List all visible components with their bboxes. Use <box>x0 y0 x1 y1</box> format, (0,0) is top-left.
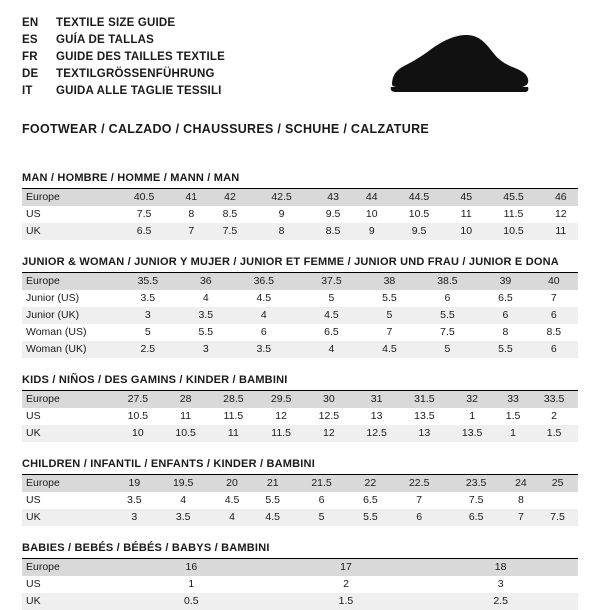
cell: 3 <box>114 307 182 324</box>
cell: 28 <box>162 391 210 408</box>
cell: 3.5 <box>114 290 182 307</box>
cell: 38.5 <box>414 273 482 290</box>
table-row <box>22 273 578 290</box>
cell: 5 <box>114 324 182 341</box>
cell: 9 <box>251 206 311 223</box>
table-row <box>22 492 578 509</box>
cell: 12 <box>305 425 353 442</box>
cell: 2 <box>269 576 424 593</box>
section-title: KIDS / NIÑOS / DES GAMINS / KINDER / BAMBINI <box>22 374 578 391</box>
language-code: IT <box>22 84 56 101</box>
cell: 7.5 <box>114 206 174 223</box>
table-row <box>22 223 578 240</box>
cell: 13.5 <box>401 408 449 425</box>
cell: 1.5 <box>269 593 424 610</box>
cell: 1.5 <box>496 408 530 425</box>
cell: 1 <box>114 576 269 593</box>
row-label: UK <box>22 593 114 610</box>
cell: 5.5 <box>182 324 230 341</box>
cell: 19 <box>114 475 155 492</box>
cell: 11.5 <box>483 206 543 223</box>
cell: 8.5 <box>209 206 252 223</box>
table-row <box>22 559 578 576</box>
cell: 8.5 <box>530 324 578 341</box>
table-row <box>22 307 578 324</box>
language-code: DE <box>22 67 56 84</box>
table-row <box>22 425 578 442</box>
cell: 23.5 <box>448 475 505 492</box>
cell: 10.5 <box>389 206 449 223</box>
cell: 10.5 <box>483 223 543 240</box>
cell: 40.5 <box>114 189 174 206</box>
cell: 42.5 <box>251 189 311 206</box>
row-label: Europe <box>22 559 114 576</box>
cell: 18 <box>423 559 578 576</box>
cell: 3.5 <box>155 509 212 526</box>
language-row <box>22 84 225 101</box>
cell: 31 <box>353 391 401 408</box>
cell: 38 <box>365 273 413 290</box>
cell: 39 <box>481 273 529 290</box>
cell: 4 <box>155 492 212 509</box>
cell: 44.5 <box>389 189 449 206</box>
cell: 3.5 <box>182 307 230 324</box>
table-row <box>22 593 578 610</box>
cell: 6 <box>293 492 350 509</box>
table-row <box>22 391 578 408</box>
cell: 1.5 <box>530 425 578 442</box>
cell: 25 <box>537 475 578 492</box>
language-title: GUIDA ALLE TAGLIE TESSILI <box>56 84 225 101</box>
cell: 7.5 <box>448 492 505 509</box>
cell: 6.5 <box>298 324 366 341</box>
language-code: ES <box>22 33 56 50</box>
cell: 17 <box>269 559 424 576</box>
row-label: UK <box>22 509 114 526</box>
cell: 46 <box>544 189 578 206</box>
section-junior-woman <box>22 256 578 358</box>
cell: 7.5 <box>209 223 252 240</box>
cell: 4 <box>212 509 253 526</box>
cell: 3 <box>182 341 230 358</box>
dress-shoe-icon <box>362 26 532 106</box>
cell: 42 <box>209 189 252 206</box>
cell: 27.5 <box>114 391 162 408</box>
cell: 6 <box>391 509 448 526</box>
cell: 10 <box>449 223 483 240</box>
section-children <box>22 458 578 526</box>
cell: 41 <box>174 189 208 206</box>
language-title: GUIDE DES TAILLES TEXTILE <box>56 50 225 67</box>
page-title: FOOTWEAR / CALZADO / CHAUSSURES / SCHUHE / CALZATURE <box>22 122 578 136</box>
cell: 4 <box>182 290 230 307</box>
cell: 32 <box>448 391 496 408</box>
cell: 5 <box>293 509 350 526</box>
cell: 5 <box>365 307 413 324</box>
row-label: US <box>22 408 114 425</box>
table-row <box>22 408 578 425</box>
table-row <box>22 206 578 223</box>
language-title: GUÍA DE TALLAS <box>56 33 225 50</box>
cell: 22.5 <box>391 475 448 492</box>
cell: 5 <box>414 341 482 358</box>
cell: 6 <box>414 290 482 307</box>
table-row <box>22 290 578 307</box>
cell: 8 <box>174 206 208 223</box>
cell: 45 <box>449 189 483 206</box>
cell: 10.5 <box>114 408 162 425</box>
cell: 33 <box>496 391 530 408</box>
cell: 0.5 <box>114 593 269 610</box>
size-table-junior-woman <box>22 273 578 358</box>
cell: 9.5 <box>389 223 449 240</box>
cell: 4.5 <box>230 290 298 307</box>
table-row <box>22 341 578 358</box>
cell: 6.5 <box>114 223 174 240</box>
language-title: TEXTILGRÖSSENFÜHRUNG <box>56 67 225 84</box>
cell: 13 <box>353 408 401 425</box>
table-row <box>22 324 578 341</box>
row-label: Europe <box>22 189 114 206</box>
table-row <box>22 475 578 492</box>
cell: 11 <box>162 408 210 425</box>
cell: 4.5 <box>298 307 366 324</box>
cell: 12.5 <box>305 408 353 425</box>
language-row <box>22 67 225 84</box>
language-row <box>22 33 225 50</box>
table-row <box>22 576 578 593</box>
table-row <box>22 189 578 206</box>
cell: 6.5 <box>448 509 505 526</box>
cell: 12 <box>257 408 305 425</box>
cell: 5.5 <box>252 492 293 509</box>
cell: 8 <box>481 324 529 341</box>
cell: 11.5 <box>257 425 305 442</box>
cell: 5 <box>298 290 366 307</box>
cell: 7 <box>365 324 413 341</box>
cell: 6 <box>530 341 578 358</box>
section-title: JUNIOR & WOMAN / JUNIOR Y MUJER / JUNIOR ET FEMME / JUNIOR UND FRAU / JUNIOR E DONA <box>22 256 578 273</box>
section-title: BABIES / BEBÉS / BÉBÉS / BABYS / BAMBINI <box>22 542 578 559</box>
cell: 2.5 <box>114 341 182 358</box>
row-label: Woman (UK) <box>22 341 114 358</box>
cell: 8.5 <box>312 223 355 240</box>
language-row <box>22 16 225 33</box>
cell: 3 <box>423 576 578 593</box>
row-label: US <box>22 206 114 223</box>
cell: 21 <box>252 475 293 492</box>
cell: 4.5 <box>212 492 253 509</box>
cell: 6.5 <box>481 290 529 307</box>
row-label: Woman (US) <box>22 324 114 341</box>
cell: 7 <box>174 223 208 240</box>
cell: 13.5 <box>448 425 496 442</box>
cell: 33.5 <box>530 391 578 408</box>
row-label: Junior (UK) <box>22 307 114 324</box>
cell: 8 <box>251 223 311 240</box>
size-table-children <box>22 475 578 526</box>
cell: 6 <box>230 324 298 341</box>
cell: 28.5 <box>210 391 258 408</box>
cell: 36 <box>182 273 230 290</box>
row-label: Europe <box>22 475 114 492</box>
cell: 11 <box>210 425 258 442</box>
cell: 6 <box>481 307 529 324</box>
language-code: FR <box>22 50 56 67</box>
row-label: UK <box>22 425 114 442</box>
cell: 2.5 <box>423 593 578 610</box>
page-header <box>22 16 578 108</box>
cell: 1 <box>448 408 496 425</box>
cell: 6.5 <box>350 492 391 509</box>
cell: 24 <box>505 475 538 492</box>
cell: 16 <box>114 559 269 576</box>
cell: 40 <box>530 273 578 290</box>
cell: 4 <box>230 307 298 324</box>
section-title: MAN / HOMBRE / HOMME / MANN / MAN <box>22 172 578 189</box>
cell: 12 <box>544 206 578 223</box>
cell: 2 <box>530 408 578 425</box>
cell: 3 <box>114 509 155 526</box>
section-kids <box>22 374 578 442</box>
row-label: Junior (US) <box>22 290 114 307</box>
cell: 22 <box>350 475 391 492</box>
cell: 11 <box>544 223 578 240</box>
cell: 9.5 <box>312 206 355 223</box>
cell: 7 <box>391 492 448 509</box>
row-label: Europe <box>22 391 114 408</box>
row-label: US <box>22 492 114 509</box>
size-table-kids <box>22 391 578 442</box>
cell: 44 <box>355 189 389 206</box>
row-label: Europe <box>22 273 114 290</box>
cell: 3.5 <box>114 492 155 509</box>
cell: 6 <box>530 307 578 324</box>
cell: 4.5 <box>252 509 293 526</box>
cell: 5.5 <box>365 290 413 307</box>
language-code: EN <box>22 16 56 33</box>
cell: 45.5 <box>483 189 543 206</box>
size-table-babies <box>22 559 578 610</box>
size-table-man <box>22 189 578 240</box>
section-title: CHILDREN / INFANTIL / ENFANTS / KINDER / BAMBINI <box>22 458 578 475</box>
cell: 19.5 <box>155 475 212 492</box>
cell: 9 <box>355 223 389 240</box>
cell: 11 <box>449 206 483 223</box>
language-title-list <box>22 16 225 101</box>
row-label: US <box>22 576 114 593</box>
cell: 37.5 <box>298 273 366 290</box>
cell: 7.5 <box>537 509 578 526</box>
cell: 30 <box>305 391 353 408</box>
row-label: UK <box>22 223 114 240</box>
cell: 21.5 <box>293 475 350 492</box>
cell: 35.5 <box>114 273 182 290</box>
cell: 10 <box>114 425 162 442</box>
cell: 13 <box>401 425 449 442</box>
cell: 11.5 <box>210 408 258 425</box>
cell: 4.5 <box>365 341 413 358</box>
cell: 12.5 <box>353 425 401 442</box>
cell: 43 <box>312 189 355 206</box>
cell: 7 <box>530 290 578 307</box>
cell: 10 <box>355 206 389 223</box>
cell: 5.5 <box>350 509 391 526</box>
cell: 4 <box>298 341 366 358</box>
cell: 36.5 <box>230 273 298 290</box>
cell: 8 <box>505 492 538 509</box>
cell: 7 <box>505 509 538 526</box>
cell: 3.5 <box>230 341 298 358</box>
cell: 20 <box>212 475 253 492</box>
cell: 10.5 <box>162 425 210 442</box>
cell: 29.5 <box>257 391 305 408</box>
table-row <box>22 509 578 526</box>
cell-empty <box>537 492 578 509</box>
cell: 5.5 <box>414 307 482 324</box>
language-row <box>22 50 225 67</box>
cell: 31.5 <box>401 391 449 408</box>
cell: 5.5 <box>481 341 529 358</box>
cell: 7.5 <box>414 324 482 341</box>
section-man <box>22 172 578 240</box>
language-title: TEXTILE SIZE GUIDE <box>56 16 225 33</box>
cell: 1 <box>496 425 530 442</box>
